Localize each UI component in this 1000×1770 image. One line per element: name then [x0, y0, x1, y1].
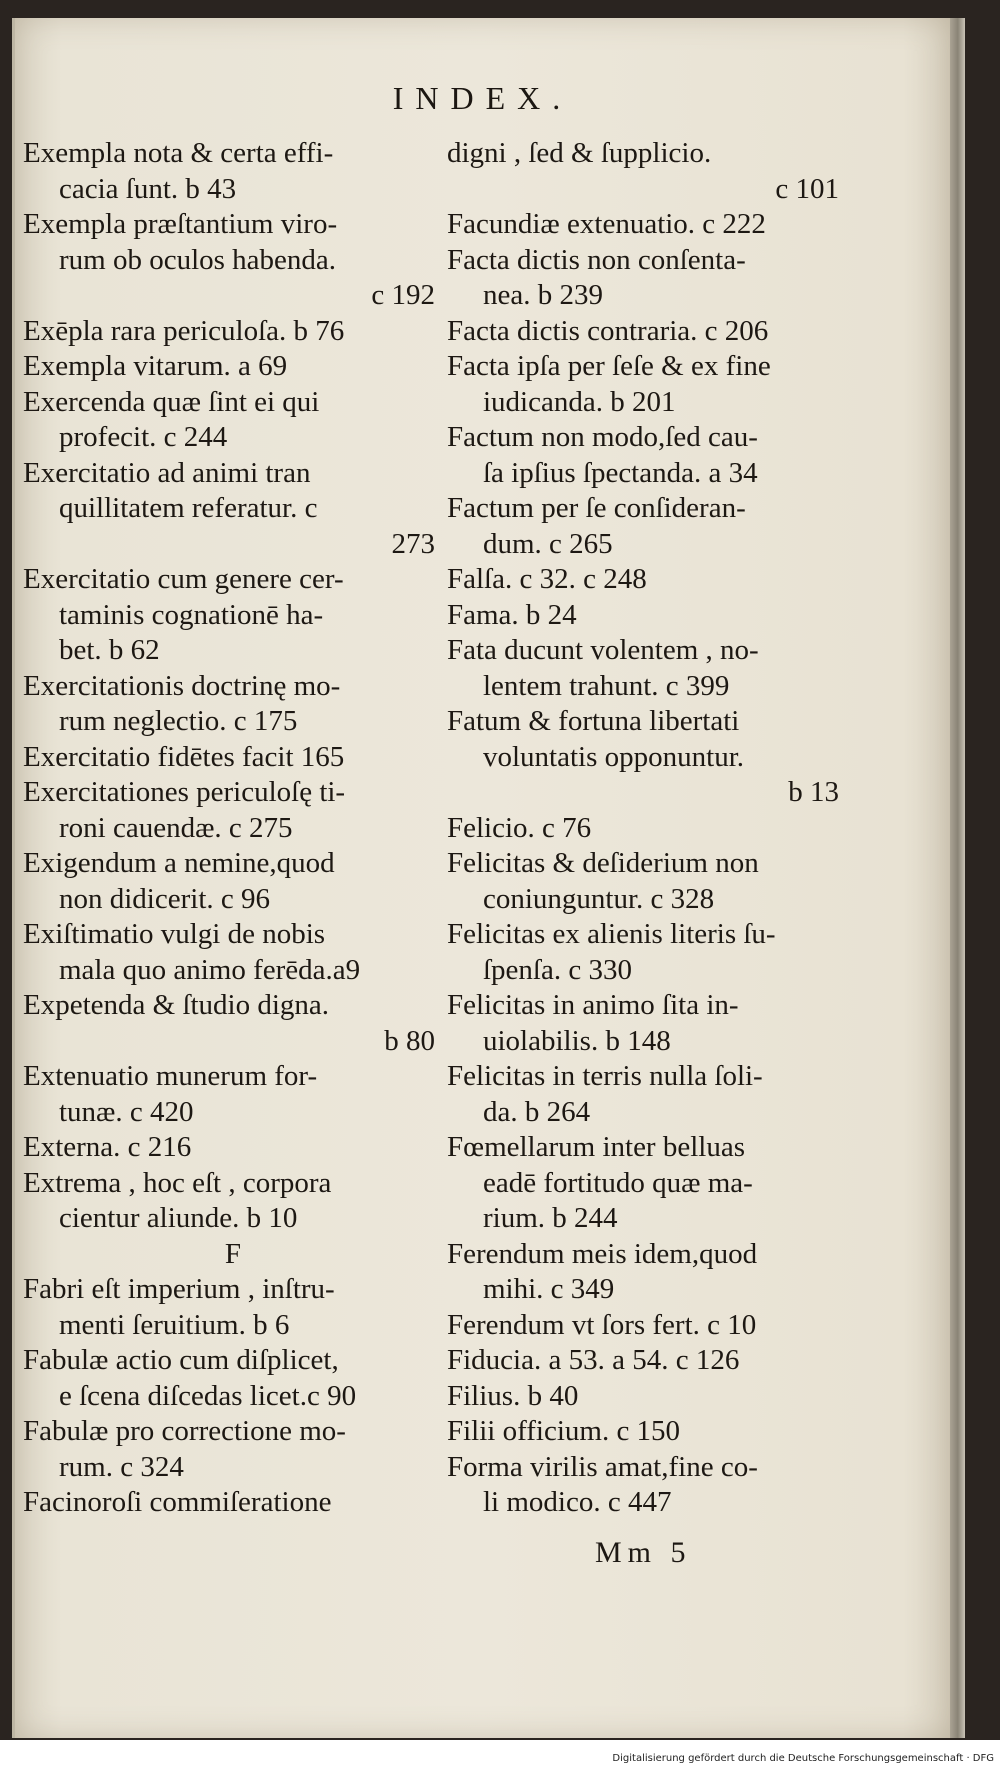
index-entry	[447, 349, 847, 420]
index-entry	[447, 562, 847, 598]
index-line: b 13	[788, 776, 839, 808]
index-entry	[23, 1059, 443, 1130]
index-entry	[23, 988, 443, 1059]
index-line: tunæ. c 420	[59, 1095, 194, 1128]
digitization-credit: Digitalisierung gefördert durch die Deutsche Forschungsgemeinschaft · DFG	[612, 1753, 994, 1764]
index-line: Exēpla rara periculoſa. b 76	[23, 314, 345, 347]
index-line: uiolabilis. b 148	[483, 1024, 671, 1057]
index-line: lentem trahunt. c 399	[483, 669, 730, 702]
index-entry	[23, 136, 443, 207]
index-line: Forma virilis amat,fine co-	[447, 1450, 758, 1483]
index-line: Felicitas in animo ſita in-	[447, 989, 739, 1021]
index-line: profecit. c 244	[59, 421, 228, 453]
index-line: cientur aliunde. b 10	[59, 1202, 298, 1234]
index-line: Facundiæ extenuatio. c 222	[447, 208, 766, 240]
index-line: Exercitatio fidētes facit 165	[23, 740, 345, 773]
index-line: rium. b 244	[483, 1202, 618, 1234]
index-line: Expetenda & ſtudio digna.	[23, 989, 330, 1021]
index-line: Ferendum vt ſors fert. c 10	[447, 1308, 757, 1341]
index-line: Facta ipſa per ſeſe & ex fine	[447, 350, 771, 382]
index-line: iudicanda. b 201	[483, 385, 676, 418]
index-line: Felicitas & deſiderium non	[447, 847, 759, 879]
index-entry	[447, 314, 847, 350]
index-line: Exercitatio ad animi tran	[23, 456, 311, 489]
index-entry	[23, 1272, 443, 1343]
index-line: Fabulæ actio cum diſplicet,	[23, 1344, 339, 1376]
index-line: Fabulæ pro correctione mo-	[23, 1415, 346, 1447]
index-line: Exercitationis doctrinę mo-	[23, 669, 341, 702]
index-line: Ferendum meis idem,quod	[447, 1237, 758, 1270]
index-line: non didicerit. c 96	[59, 882, 271, 915]
index-line: Exigendum a nemine,quod	[23, 847, 335, 879]
index-entry	[23, 669, 443, 740]
index-entry	[23, 917, 443, 988]
index-line: rum. c 324	[59, 1450, 184, 1483]
index-line: Fœmellarum inter belluas	[447, 1131, 745, 1163]
index-line: menti ſeruitium. b 6	[59, 1308, 290, 1341]
index-line: Filii officium. c 150	[447, 1415, 681, 1447]
index-line: Exempla vitarum. a 69	[23, 350, 288, 382]
index-line: Exercenda quæ ſint ei qui	[23, 385, 320, 418]
index-entry	[447, 207, 847, 243]
index-entry	[23, 207, 443, 314]
index-line: F	[224, 1237, 242, 1270]
index-entry	[447, 1343, 847, 1379]
index-line: bet. b 62	[59, 634, 160, 666]
index-line: dum. c 265	[483, 527, 613, 560]
index-entry	[447, 136, 847, 207]
index-line: Facinoroſi commiſeratione	[23, 1486, 332, 1518]
index-line: Fatum & fortuna libertati	[447, 705, 740, 737]
index-line: Factum per ſe conſideran-	[447, 492, 746, 524]
index-line: Facta dictis contraria. c 206	[447, 314, 769, 347]
index-entry	[23, 456, 443, 563]
index-entry	[23, 1237, 443, 1273]
index-entry	[447, 846, 847, 917]
index-entry	[447, 811, 847, 847]
index-entry	[447, 1450, 847, 1521]
index-line: Filius. b 40	[447, 1379, 579, 1412]
index-line: Fabri eſt imperium , inſtru-	[23, 1273, 335, 1305]
index-entry	[23, 775, 443, 846]
index-line: ſa ipſius ſpectanda. a 34	[483, 456, 758, 489]
index-line: eadē fortitudo quæ ma-	[483, 1166, 753, 1199]
index-line: roni cauendæ. c 275	[59, 811, 293, 844]
index-entry	[23, 846, 443, 917]
index-line: nea. b 239	[483, 279, 603, 311]
index-entry	[447, 1130, 847, 1237]
index-entry	[447, 1308, 847, 1344]
index-entry	[447, 633, 847, 704]
index-entry	[447, 1414, 847, 1450]
index-line: Felicio. c 76	[447, 811, 592, 844]
index-entry	[23, 349, 443, 385]
book-page	[12, 18, 950, 1738]
index-line: coniunguntur. c 328	[483, 882, 715, 915]
index-entry	[447, 917, 847, 988]
index-line: Exempla præſtantium viro-	[23, 208, 338, 240]
index-entry	[23, 1130, 443, 1166]
index-entry	[447, 243, 847, 314]
index-line: mihi. c 349	[483, 1273, 615, 1305]
index-entry	[447, 1379, 847, 1415]
index-entry	[447, 704, 847, 811]
index-line: Fata ducunt volentem , no-	[447, 634, 759, 666]
index-entry	[447, 1237, 847, 1308]
index-line: Felicitas in terris nulla ſoli-	[447, 1060, 763, 1092]
index-entry	[23, 1414, 443, 1485]
index-line: Extenuatio munerum for-	[23, 1060, 318, 1092]
left-column	[23, 136, 443, 1521]
index-line: Felicitas ex alienis literis ſu-	[447, 918, 776, 950]
index-entry	[447, 491, 847, 562]
index-line: Exiſtimatio vulgi de nobis	[23, 918, 326, 950]
index-line: Factum non modo,ſed cau-	[447, 421, 758, 453]
index-line: Exercitationes periculoſę ti-	[23, 776, 346, 808]
index-line: li modico. c 447	[483, 1486, 672, 1518]
index-line: Extrema , hoc eſt , corpora	[23, 1166, 332, 1199]
index-line: cacia ſunt. b 43	[59, 172, 237, 205]
index-line: taminis cognationē ha-	[59, 598, 324, 631]
index-line: rum neglectio. c 175	[59, 705, 298, 737]
right-column	[447, 136, 847, 1521]
index-line: quillitatem referatur. c	[59, 492, 318, 524]
index-entry	[23, 1343, 443, 1414]
index-line: 273	[391, 527, 435, 560]
index-line: Fama. b 24	[447, 598, 577, 631]
index-line: voluntatis opponuntur.	[483, 740, 744, 773]
index-entry	[447, 420, 847, 491]
index-entry	[23, 562, 443, 669]
index-line: e ſcena diſcedas licet.c 90	[59, 1379, 357, 1412]
index-line: Falſa. c 32. c 248	[447, 563, 647, 595]
index-line: digni , ſed & ſupplicio.	[447, 137, 712, 169]
index-entry	[23, 1485, 443, 1521]
signature-mark: Mm 5	[595, 1536, 692, 1569]
index-line: c 101	[775, 172, 839, 205]
index-line: c 192	[371, 279, 435, 311]
index-line: rum ob oculos habenda.	[59, 243, 337, 276]
index-entry	[23, 385, 443, 456]
index-line: ſpenſa. c 330	[483, 953, 632, 986]
index-line: Exempla nota & certa effi-	[23, 137, 334, 169]
index-line: b 80	[384, 1024, 435, 1057]
index-line: Externa. c 216	[23, 1131, 192, 1163]
index-line: Facta dictis non conſenta-	[447, 243, 746, 276]
index-entry	[447, 988, 847, 1059]
index-entry	[447, 598, 847, 634]
index-entry	[23, 1166, 443, 1237]
index-entry	[447, 1059, 847, 1130]
index-line: Fiducia. a 53. a 54. c 126	[447, 1344, 740, 1376]
index-line: mala quo animo ferēda.a9	[59, 953, 361, 986]
index-entry	[23, 740, 443, 776]
index-line: da. b 264	[483, 1095, 591, 1128]
index-entry	[23, 314, 443, 350]
index-line: Exercitatio cum genere cer-	[23, 563, 344, 595]
page-header: INDEX.	[392, 80, 573, 116]
